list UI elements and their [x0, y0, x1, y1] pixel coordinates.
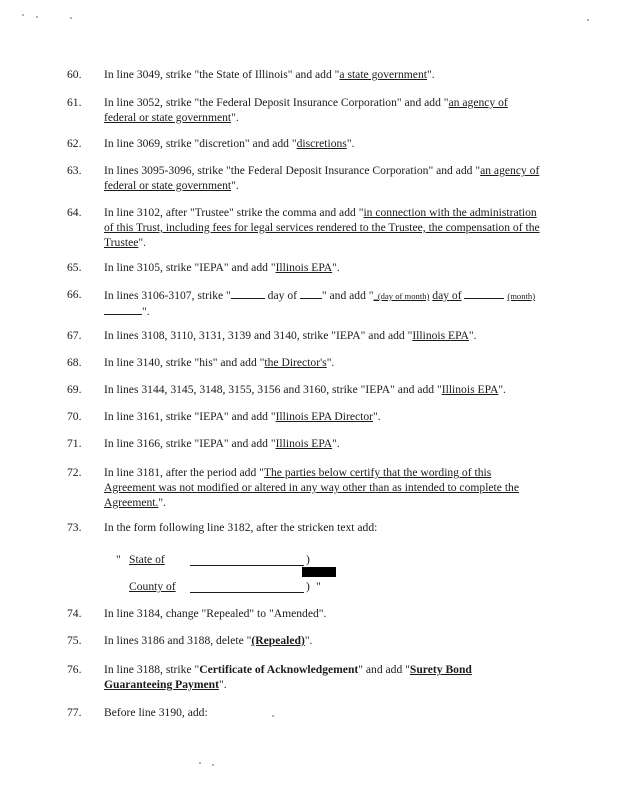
- item-text-run: ".: [158, 495, 167, 509]
- item-text: [104, 437, 540, 452]
- item-text-run: ".: [498, 383, 506, 396]
- item-text-run: In line 3069, strike "discretion" and add ": [104, 137, 297, 150]
- item-text-styled: a state government: [339, 68, 427, 81]
- item-text: [104, 521, 540, 536]
- blank-line: [300, 288, 322, 299]
- form-county-paren: ): [306, 580, 310, 593]
- item-number: 75.: [67, 634, 82, 647]
- form-close-quote: ": [316, 580, 321, 593]
- item-text-run: ".: [332, 261, 340, 274]
- item-text-styled: (month): [507, 291, 536, 301]
- item-number: 61.: [67, 96, 82, 109]
- item-text-run: In line 3049, strike "the State of Illinois" and add ": [104, 68, 340, 81]
- scan-speck: [587, 19, 589, 21]
- item-text-styled: the Director's: [264, 356, 327, 369]
- item-text: [104, 607, 540, 622]
- item-text-styled: _(day of month): [373, 291, 430, 301]
- item-text: [104, 137, 540, 152]
- scan-speck: [36, 16, 38, 18]
- item-text-run: In line 3166, strike "IEPA" and add ": [104, 437, 276, 450]
- item-text: [104, 466, 540, 510]
- blank-line: [104, 304, 142, 315]
- item-text-run: In line 3140, strike "his" and add ": [104, 356, 265, 369]
- item-text-run: ".: [231, 110, 239, 124]
- item-text-run: ".: [373, 410, 381, 423]
- item-text-run: In line 3102, after "Trustee" strike the comma and add ": [104, 206, 364, 219]
- item-text: [104, 68, 540, 83]
- item-text: [104, 329, 540, 344]
- form-county-label: County of: [129, 580, 176, 593]
- item-text-run: ".: [326, 356, 335, 369]
- item-text-run: " and add ": [358, 663, 410, 676]
- item-text-run: ".: [304, 634, 313, 647]
- scan-speck: [272, 715, 274, 717]
- item-text-run: In lines 3106-3107, strike ": [104, 289, 231, 302]
- item-text-run: In line 3184, change "Repealed" to "Amended".: [104, 607, 327, 620]
- item-text-styled: discretions: [296, 137, 347, 150]
- form-state-paren: ): [306, 553, 310, 566]
- item-text-run: In lines 3186 and 3188, delete ": [104, 634, 252, 647]
- item-text: [104, 206, 540, 250]
- item-text: [104, 356, 540, 371]
- item-text-styled: Illinois EPA: [441, 383, 499, 396]
- item-text-run: ".: [231, 178, 239, 192]
- item-text-styled: Illinois EPA: [275, 261, 333, 274]
- item-text-styled: The parties below certify that the wording of this Agreement was not modified or altered in any way other than as intended to complete the Agreement.: [104, 466, 519, 509]
- scan-speck: [70, 17, 72, 19]
- item-text-run: In line 3161, strike "IEPA" and add ": [104, 410, 276, 423]
- form-county-blank: [190, 591, 304, 593]
- form-state-label: State of: [129, 553, 165, 566]
- item-text-run: In the form following line 3182, after the stricken text add:: [104, 521, 378, 534]
- item-text-styled: Certificate of Acknowledgement: [199, 663, 359, 676]
- item-text-styled: Surety Bond Guaranteeing Payment: [104, 663, 472, 691]
- item-number: 60.: [67, 68, 82, 81]
- item-text-styled: (Repealed): [251, 634, 305, 647]
- item-number: 65.: [67, 261, 82, 274]
- item-text-styled: Illinois EPA: [275, 437, 333, 450]
- item-text-run: " and add ": [321, 289, 374, 302]
- item-text-run: ".: [346, 137, 355, 150]
- item-number: 73.: [67, 521, 82, 534]
- item-number: 77.: [67, 706, 82, 719]
- form-state-blank: [190, 564, 304, 566]
- scan-speck: [22, 14, 24, 16]
- redaction-box: [302, 567, 336, 577]
- item-number: 74.: [67, 607, 82, 620]
- item-text-styled: an agency of federal or state government: [104, 164, 540, 192]
- item-number: 72.: [67, 466, 82, 479]
- item-number: 70.: [67, 410, 82, 423]
- item-text: [104, 164, 540, 194]
- item-number: 62.: [67, 137, 82, 150]
- item-text: [104, 288, 540, 320]
- item-text-styled: Illinois EPA: [412, 329, 469, 342]
- item-text-run: ".: [426, 68, 435, 81]
- scan-speck: [212, 764, 214, 766]
- item-text: [104, 261, 540, 276]
- item-text-run: In line 3188, strike ": [104, 663, 200, 676]
- item-text-run: In lines 3095-3096, strike "the Federal Deposit Insurance Corporation" and add ": [104, 164, 481, 177]
- item-number: 67.: [67, 329, 82, 342]
- item-number: 68.: [67, 356, 82, 369]
- item-text: [104, 634, 540, 649]
- item-text-styled: Illinois EPA Director: [275, 410, 374, 423]
- item-text: [104, 410, 540, 425]
- item-text-run: day of: [264, 289, 300, 302]
- item-text-run: ".: [142, 304, 150, 318]
- item-number: 71.: [67, 437, 82, 450]
- item-text-run: In line 3105, strike "IEPA" and add ": [104, 261, 276, 274]
- item-text-run: ".: [468, 329, 477, 342]
- item-text-run: ".: [218, 677, 227, 691]
- scan-speck: [199, 762, 201, 764]
- item-text: [104, 96, 540, 126]
- item-text-styled: day of: [432, 289, 462, 302]
- item-text-run: Before line 3190, add:: [104, 706, 208, 719]
- form-open-quote: ": [116, 553, 121, 566]
- item-text-styled: in connection with the administration of this Trust, including fees for legal services rendered to the Trustee, the compensation of the Trustee: [104, 206, 540, 249]
- item-text: [104, 383, 540, 398]
- item-number: 69.: [67, 383, 82, 396]
- item-number: 66.: [67, 288, 82, 301]
- item-text: [104, 663, 540, 693]
- item-text: [104, 706, 540, 721]
- item-text-run: In lines 3144, 3145, 3148, 3155, 3156 and 3160, strike "IEPA" and add ": [104, 383, 442, 396]
- item-text-run: ".: [332, 437, 340, 450]
- blank-line: [464, 288, 504, 299]
- blank-line: [231, 288, 265, 299]
- item-number: 64.: [67, 206, 82, 219]
- item-text-run: In lines 3108, 3110, 3131, 3139 and 3140, strike "IEPA" and add ": [104, 329, 413, 342]
- item-text-run: In line 3052, strike "the Federal Deposit Insurance Corporation" and add ": [104, 96, 449, 109]
- item-text-run: ".: [138, 235, 146, 249]
- item-text-run: In line 3181, after the period add ": [104, 466, 264, 479]
- item-number: 76.: [67, 663, 82, 676]
- item-text-styled: an agency of federal or state government: [104, 96, 508, 124]
- item-number: 63.: [67, 164, 82, 177]
